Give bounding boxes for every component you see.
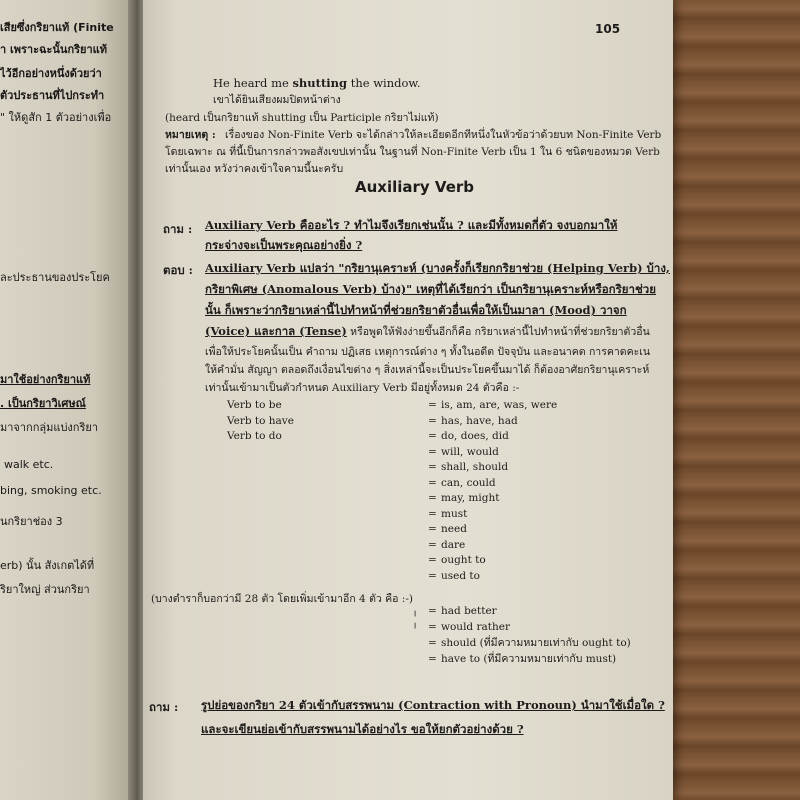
- equals-sign: =: [428, 414, 437, 427]
- right-page: [143, 0, 673, 800]
- left-page-line: erb) นั้น สังเกตได้ที่: [0, 559, 95, 572]
- example-thai: เขาได้ยินเสียงผมปิดหน้าต่าง: [213, 94, 341, 106]
- verb-forms: used to: [441, 569, 480, 582]
- left-page-line: walk etc.: [4, 458, 54, 471]
- equals-sign: =: [428, 653, 437, 665]
- equals-sign: =: [428, 569, 437, 582]
- extra-verb: had better: [441, 605, 497, 617]
- question-line: รูปย่อของกริยา 24 ตัวเข้ากับสรรพนาม (Contraction with Pronoun) นำมาใช้เมื่อใด ?: [201, 698, 665, 712]
- verb-forms: will, would: [441, 445, 499, 458]
- left-page-line: . เป็นกริยาวิเศษณ์: [0, 397, 86, 410]
- answer-line: กริยาพิเศษ (Anomalous Verb) บ้าง)" เหตุที่ได้เรียกว่า เป็นกริยานุเคราะห์หรือกริยาช่วย: [205, 282, 657, 296]
- answer-label: ตอบ :: [163, 263, 193, 277]
- equals-sign: =: [428, 476, 437, 489]
- bracket-mark: ╷: [412, 606, 419, 617]
- verb-forms: is, am, are, was, were: [441, 399, 558, 411]
- answer-line: เท่านั้นเข้ามาเป็นตัวกำหนด Auxiliary Verb มีอยู่ทั้งหมด 24 ตัวคือ :-: [205, 382, 520, 394]
- verb-forms: must: [441, 507, 468, 520]
- extra-verb: have to (ที่มีความหมายเท่ากับ must): [441, 653, 617, 665]
- section-title: Auxiliary Verb: [355, 178, 475, 196]
- equals-sign: =: [428, 445, 437, 458]
- example-sentence: He heard me shutting the window.: [213, 76, 421, 90]
- equals-sign: =: [428, 430, 437, 442]
- extra-verb: would rather: [441, 621, 510, 633]
- equals-sign: =: [428, 554, 437, 566]
- question-label: ถาม :: [149, 700, 179, 714]
- page-number: 105: [595, 22, 621, 36]
- left-page-line: เสียซึ่งกริยาแท้ (Finite: [0, 21, 114, 34]
- answer-line: ให้คำมั่น สัญญา ตลอดถึงเงื่อนไขต่าง ๆ สิ่งเหล่านี้จะเป็นประโยคขึ้นมาได้ ก็ต้องอาศัยกริยานุเคราะห์: [205, 364, 650, 376]
- equals-sign: =: [428, 492, 437, 504]
- verb-forms: do, does, did: [441, 430, 509, 442]
- left-page: [0, 0, 135, 800]
- left-page-line: มาจากกลุ่มแบ่งกริยา: [0, 421, 98, 434]
- equals-sign: =: [428, 637, 437, 649]
- equals-sign: =: [428, 538, 437, 551]
- equals-sign: =: [428, 523, 437, 535]
- verb-forms: need: [441, 523, 467, 535]
- answer-line: เพื่อให้ประโยคนั้นเป็น คำถาม ปฏิเสธ เหตุการณ์ต่าง ๆ ทั้งในอดีต ปัจจุบัน และอนาคต การคาดคะเน: [205, 346, 651, 358]
- equals-sign: =: [428, 621, 437, 633]
- extra-note: (บางตำราก็บอกว่ามี 28 ตัว โดยเพิ่มเข้ามาอีก 4 ตัว คือ :-): [151, 593, 413, 605]
- verb-forms: dare: [441, 538, 466, 551]
- left-page-line: ตัวประธานที่ไปกระทำ: [0, 89, 105, 102]
- remark-label: หมายเหตุ :: [165, 129, 216, 141]
- verb-group-name: Verb to be: [227, 399, 282, 411]
- left-page-line: ริยาใหญ่ ส่วนกริยา: [0, 583, 90, 596]
- left-page-line: ไว้อีกอย่างหนึ่งด้วยว่า: [0, 67, 102, 80]
- extra-verb: should (ที่มีความหมายเท่ากับ ought to): [441, 637, 631, 649]
- verb-forms: can, could: [441, 476, 496, 489]
- example-note: (heard เป็นกริยาแท้ shutting เป็น Participle กริยาไม่แท้): [165, 112, 439, 124]
- left-page-line: bing, smoking etc.: [0, 484, 102, 497]
- verb-forms: shall, should: [441, 461, 509, 473]
- verb-forms: may, might: [441, 492, 500, 504]
- remark-line: เท่านั้นเอง หวังว่าคงเข้าใจคามนี้นะครับ: [165, 163, 344, 175]
- remark-line: โดยเฉพาะ ณ ที่นี้เป็นการกล่าวพอสังเขปเท่านั้น ในฐานที่ Non-Finite Verb เป็น 1 ใน 6 ชนิดของหมวด Verb: [165, 146, 660, 158]
- remark-line: เรื่องของ Non-Finite Verb จะได้กล่าวให้ละเอียดอีกทีหนึ่งในหัวข้อว่าด้วยบท Non-Finite Verb: [225, 129, 662, 141]
- equals-sign: =: [428, 399, 437, 411]
- left-page-line: นกริยาช่อง 3: [0, 515, 63, 528]
- question-line: และจะเขียนย่อเข้ากับสรรพนามได้อย่างไร ขอให้ยกตัวอย่างด้วย ?: [201, 722, 524, 736]
- equals-sign: =: [428, 605, 437, 617]
- left-page-line: า เพราะฉะนั้นกริยาแท้: [0, 43, 107, 56]
- left-page-line: มาใช้อย่างกริยาแท้: [0, 373, 91, 386]
- equals-sign: =: [428, 461, 437, 473]
- answer-line: นั้น ก็เพราะว่ากริยาเหล่านี้ไปทำหน้าที่ช่วยกริยาตัวอื่นเพื่อให้เป็นมาลา (Mood) วาจก: [205, 303, 627, 317]
- bracket-mark: ╵: [412, 624, 419, 635]
- verb-forms: ought to: [441, 554, 486, 566]
- verb-forms: has, have, had: [441, 414, 518, 427]
- answer-line: (Voice) และกาล (Tense) หรือพูดให้ฟังง่ายขึ้นอีกก็คือ กริยาเหล่านี้ไปทำหน้าที่ช่วยกริยาตัวอื่น: [205, 324, 650, 338]
- left-page-line: ละประธานของประโยค: [0, 271, 110, 284]
- verb-group-name: Verb to have: [227, 414, 294, 427]
- verb-group-name: Verb to do: [227, 430, 282, 442]
- left-page-line: " ให้ดูสัก 1 ตัวอย่างเพื่อ: [0, 111, 112, 124]
- question-line: Auxiliary Verb คืออะไร ? ทำไมจึงเรียกเช่นนั้น ? และมีทั้งหมดกี่ตัว จงบอกมาให้: [205, 218, 618, 232]
- question-label: ถาม :: [163, 222, 193, 236]
- question-line: กระจ่างจะเป็นพระคุณอย่างยิ่ง ?: [205, 238, 363, 252]
- equals-sign: =: [428, 507, 437, 520]
- answer-line: Auxiliary Verb แปลว่า "กริยานุเคราะห์ (บางครั้งก็เรียกกริยาช่วย (Helping Verb) บ้าง,: [205, 261, 670, 275]
